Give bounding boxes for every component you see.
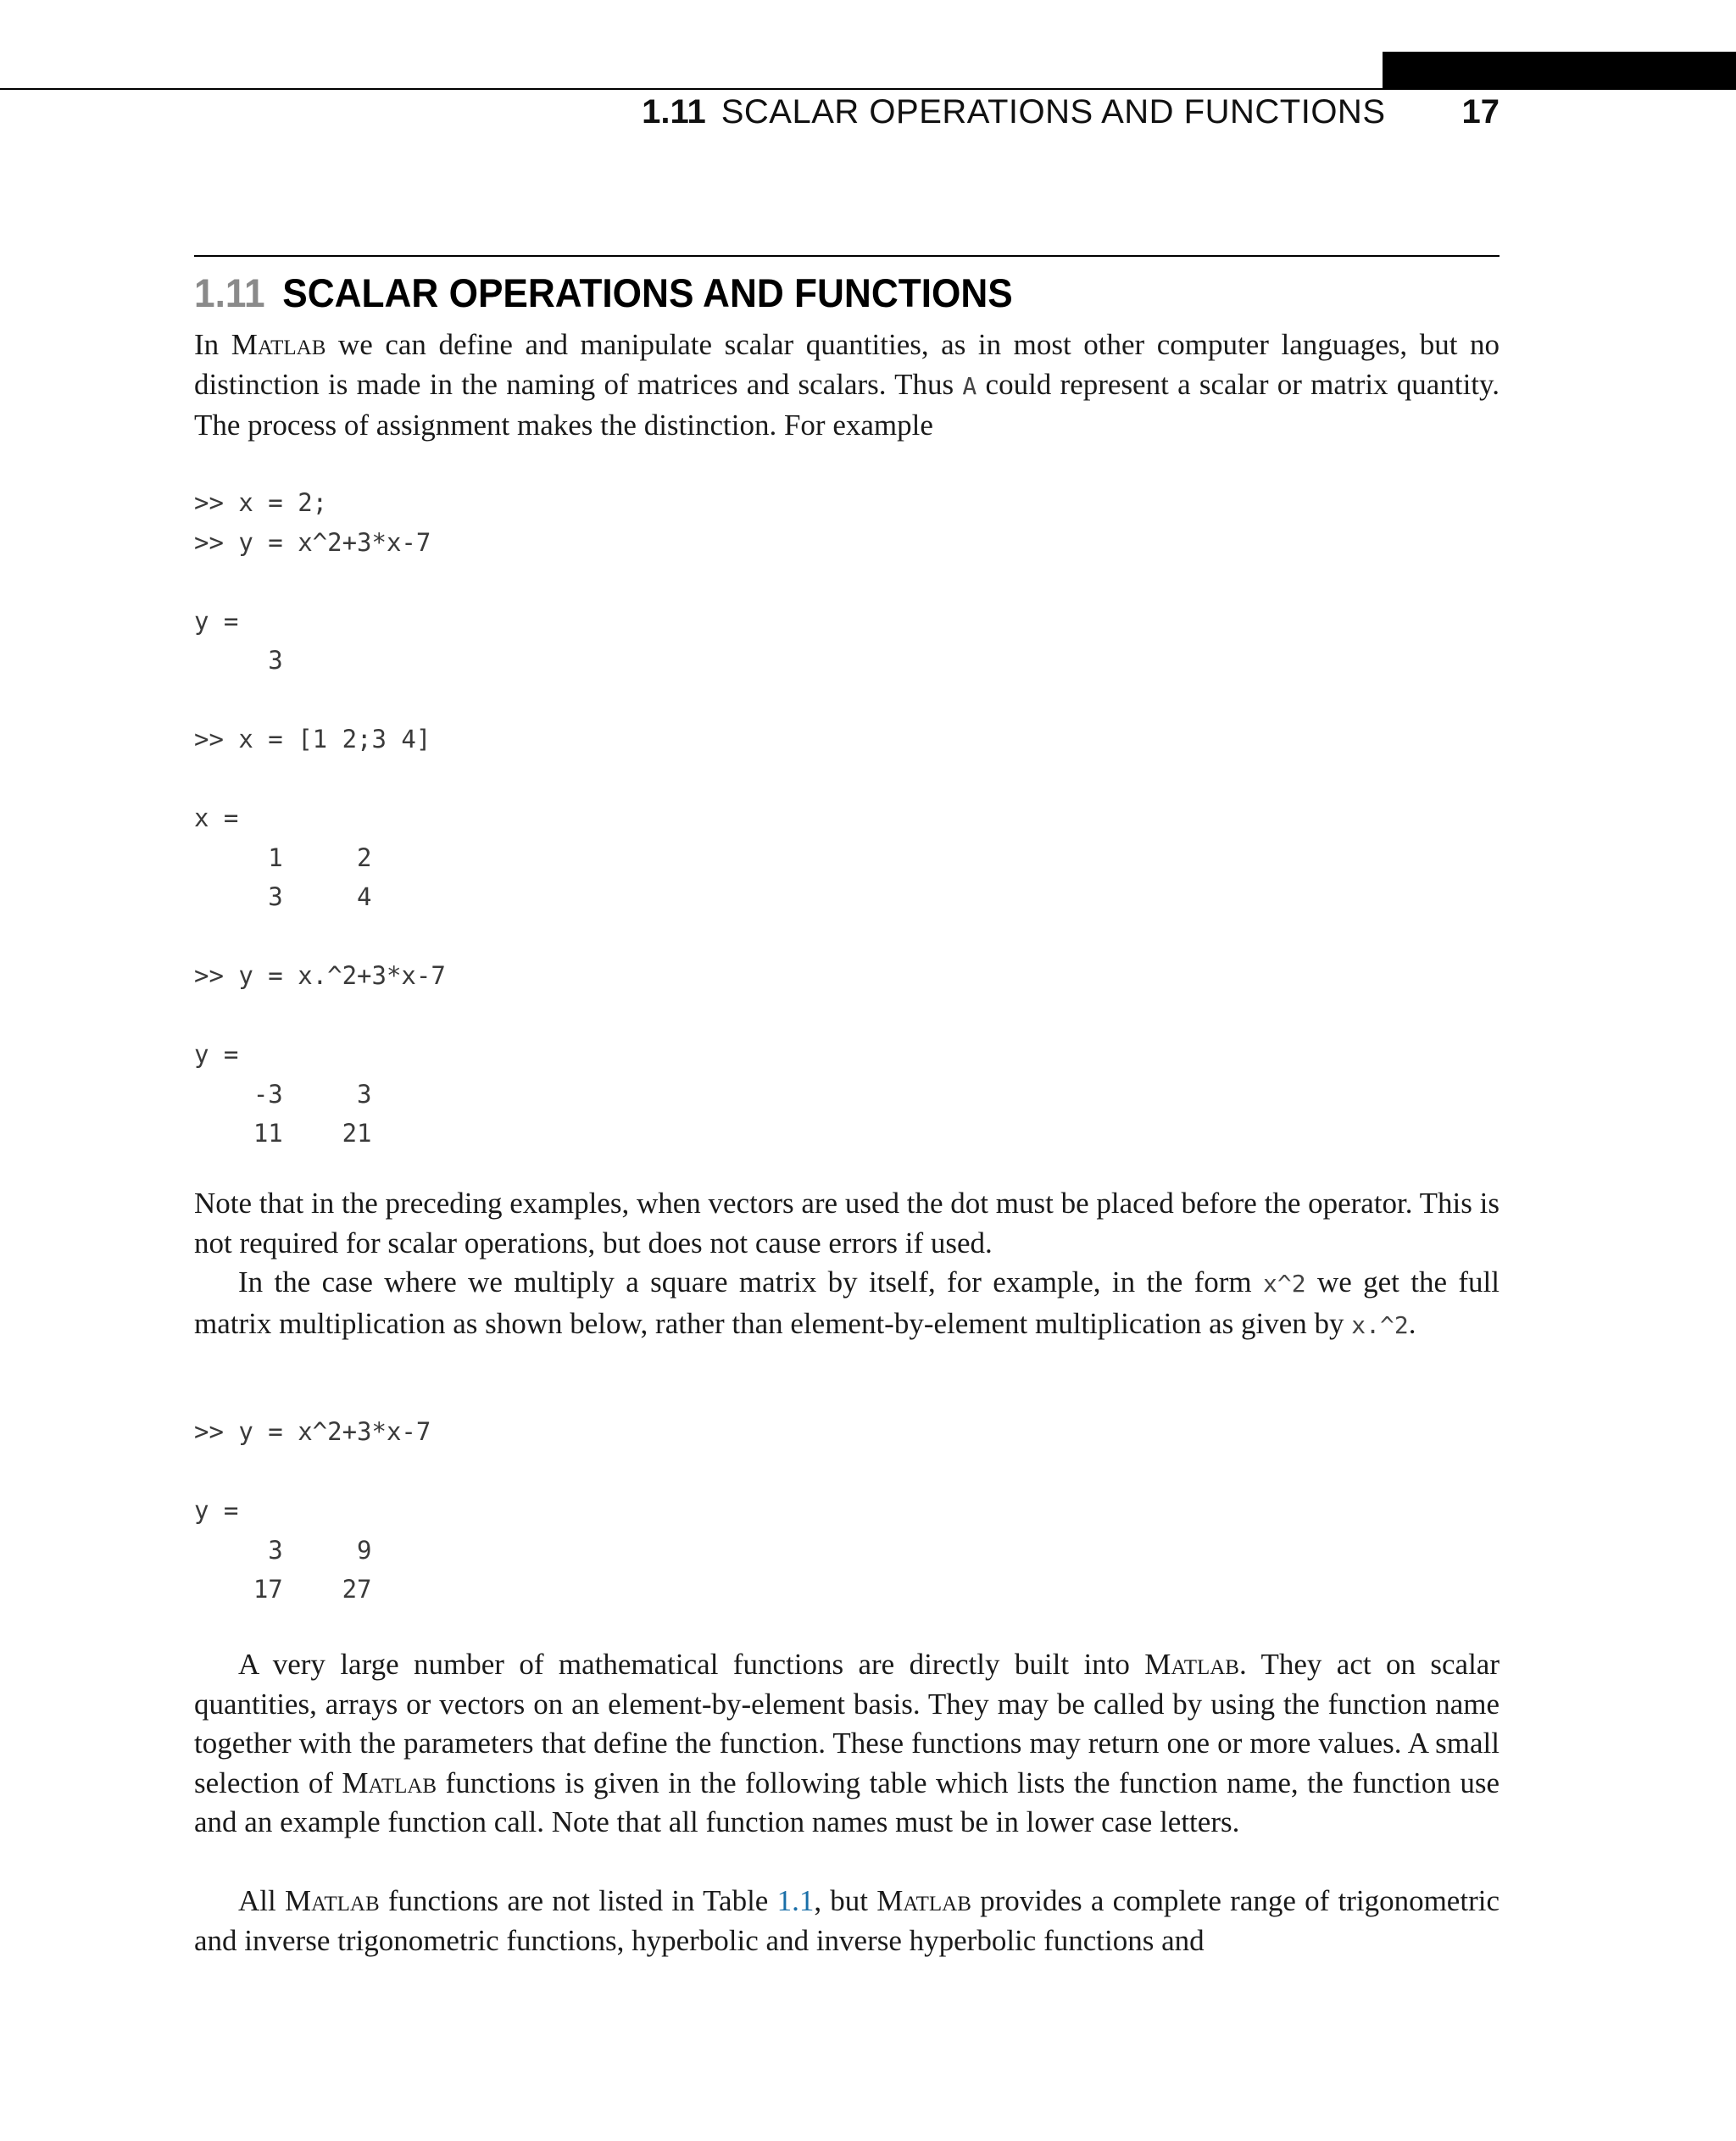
table-link[interactable]: 1.1 [776,1884,815,1917]
header-rule [0,88,1736,90]
paragraph-matrix-multiply: In the case where we multiply a square matrix by itself, for example, in the form x^2 we get the full matrix multiplication as shown below, rather than element-by-element multiplication as given by x.^2. [194,1265,1500,1340]
running-head [194,93,1500,131]
section-heading [194,270,1422,316]
matlab-name: Matlab [876,1884,971,1917]
matlab-name: Matlab [1144,1648,1239,1681]
matlab-name: Matlab [342,1766,437,1799]
header-tab-bar [1383,52,1736,90]
section-title: SCALAR OPERATIONS AND FUNCTIONS [282,270,1013,315]
paragraph-note: Note that in the preceding examples, when vectors are used the dot must be placed before the operator. This is not required for scalar operations, but does not cause errors if used. [194,1187,1500,1260]
section-number: 1.11 [194,270,265,315]
matlab-name: Matlab [231,328,326,361]
running-head-title: SCALAR OPERATIONS AND FUNCTIONS [721,93,1386,131]
code-block-2: >> y = x^2+3*x-7 y = 3 9 17 27 [194,1417,431,1604]
page-number: 17 [1461,93,1500,131]
paragraph-functions: A very large number of mathematical functions are directly built into Matlab. They act on scalar quantities, arrays or vectors on an element-by-element basis. They may be called by using the function name together with the parameters that define the function. These functions may return one or more values. A small selection of Matlab functions is given in the following table which lists the function name, the function use and an example function call. Note that all function names must be in lower case letters. [194,1648,1500,1838]
code-block-1: >> x = 2; >> y = x^2+3*x-7 y = 3 >> x = [1 2;3 4] x = 1 2 3 4 >> y = x.^2+3*x-7 y = -3 3 11 21 [194,488,446,1148]
inline-code: A [962,371,977,400]
paragraph-table-reference: All Matlab functions are not listed in Table 1.1, but Matlab provides a complete range of trigonometric and inverse trigonometric functions, hyperbolic and inverse hyperbolic functions and [194,1884,1500,1957]
paragraph-intro: In Matlab we can define and manipulate scalar quantities, as in most other computer languages, but no distinction is made in the naming of matrices and scalars. Thus A could represent a scalar or matrix quantity. The process of assignment makes the distinction. For example [194,328,1500,442]
running-head-number: 1.11 [642,93,706,131]
matlab-name: Matlab [284,1884,380,1917]
inline-code: x^2 [1263,1270,1306,1298]
section-rule [194,255,1500,257]
inline-code: x.^2 [1351,1310,1409,1339]
